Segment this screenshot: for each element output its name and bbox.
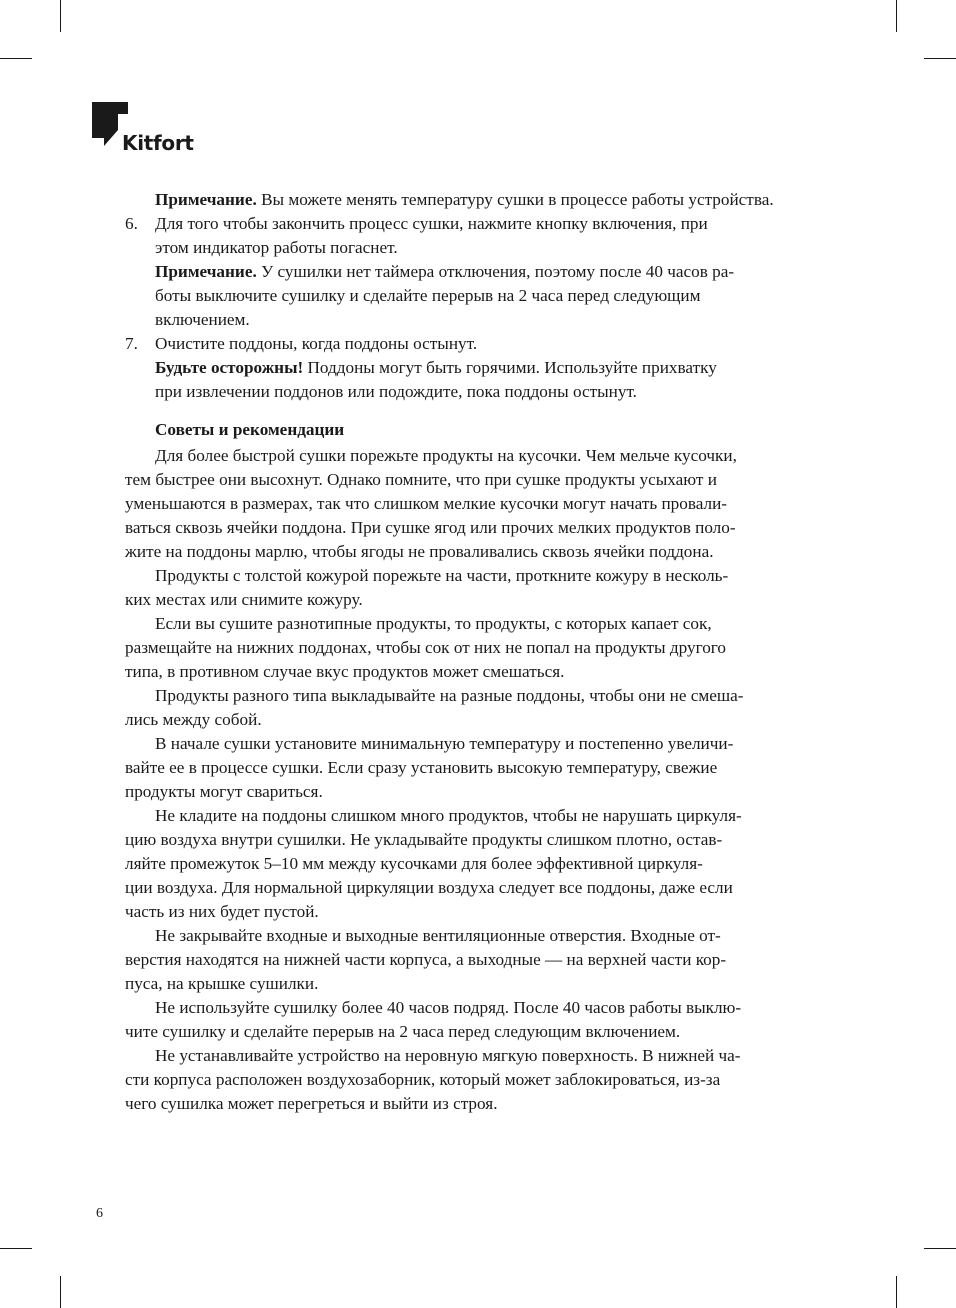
paragraph-line: ких местах или снимите кожуру. [125,590,363,609]
paragraph-line: В начале сушки установите минимальную температуру и постепенно увеличи- [155,734,734,753]
paragraph-line: чего сушилка может перегреться и выйти из строя. [125,1094,498,1113]
item-number: 6. [125,214,138,233]
paragraph-line: цию воздуха внутри сушилки. Не укладывайте продукты слишком плотно, остав- [125,830,723,849]
paragraph [125,444,837,564]
list-item-6: 6. Для того чтобы закончить процесс сушки, нажмите кнопку включения, при этом индикатор работы погаснет. Примечание. У сушилки нет таймера отключения, поэтому после 40 часов ра- боты выключите сушилку и сделайте перерыв на 2 часа перед следующим включением. [125,214,735,329]
crop-mark [896,0,897,32]
brand-name: Kitfort [122,131,194,155]
paragraph-line: ции воздуха. Для нормальной циркуляции воздуха следует все поддоны, даже если [125,878,733,897]
paragraph-line: размещайте на нижних поддонах, чтобы сок от них не попал на продукты другого [125,638,727,657]
paragraph-line: Не используйте сушилку более 40 часов подряд. После 40 часов работы выклю- [155,998,742,1017]
paragraph-line: жите на поддоны марлю, чтобы ягоды не проваливались сквозь ячейки поддона. [125,542,714,561]
paragraph-line: ляйте промежуток 5–10 мм между кусочками для более эффективной циркуля- [125,854,703,873]
section-heading: Советы и рекомендации [155,420,345,439]
item-number: 7. [125,334,138,353]
paragraph-line: ваться сквозь ячейки поддона. При сушке ягод или прочих мелких продуктов поло- [125,518,736,537]
paragraph-line: Не закрывайте входные и выходные вентиляционные отверстия. Входные от- [155,926,721,945]
paragraph-line: продукты могут свариться. [125,782,323,801]
list-item-7: 7. Очистите поддоны, когда поддоны остынут. Будьте осторожны! Поддоны могут быть горячими. Используйте прихватку при извлечении поддонов или подождите, пока поддоны остынут. [125,334,717,401]
paragraph [125,732,837,804]
paragraph-line: Для более быстрой сушки порежьте продукты на кусочки. Чем мельче кусочки, [155,446,737,465]
paragraph-line: вайте ее в процессе сушки. Если сразу установить высокую температуру, свежие [125,758,718,777]
paragraph-line: пуса, на крышке сушилки. [125,974,319,993]
page-number: 6 [96,1206,103,1221]
paragraph-line: сти корпуса расположен воздухозаборник, который может заблокироваться, из-за [125,1070,721,1089]
kitfort-logo [92,100,212,160]
paragraph [125,612,837,684]
paragraph [125,564,837,612]
paragraph-line: чите сушилку и сделайте перерыв на 2 часа перед следующим включением. [125,1022,681,1041]
paragraph-line: типа, в противном случае вкус продуктов может смешаться. [125,662,565,681]
paragraph-line: лись между собой. [125,710,262,729]
paragraph-line: уменьшаются в размерах, так что слишком мелкие кусочки могут начать провали- [125,494,728,513]
document-body [125,188,837,1116]
paragraph-line: Продукты разного типа выкладывайте на разные поддоны, чтобы они не смеша- [155,686,744,705]
crop-mark [0,58,32,59]
paragraph [125,1044,837,1116]
paragraph-line: Продукты с толстой кожурой порежьте на части, проткните кожуру в несколь- [155,566,729,585]
crop-mark [60,0,61,32]
crop-mark [0,1248,32,1249]
crop-mark [924,58,956,59]
paragraph [125,996,837,1044]
warning-label: Будьте осторожны! [155,358,304,377]
paragraph-line: верстия находятся на нижней части корпуса, а выходные — на верхней части кор- [125,950,727,969]
note-line: Примечание. Вы можете менять температуру сушки в процессе работы устройства. [155,190,774,209]
paragraph [125,684,837,732]
paragraph-line: часть из них будет пустой. [125,902,319,921]
paragraph [125,924,837,996]
crop-mark [60,1276,61,1308]
paragraph-line: Не устанавливайте устройство на неровную мягкую поверхность. В нижней ча- [155,1046,741,1065]
crop-mark [924,1248,956,1249]
tips-paragraphs [125,444,837,1116]
paragraph-line: Если вы сушите разнотипные продукты, то продукты, с которых капает сок, [155,614,712,633]
note-label: Примечание. [155,190,257,209]
paragraph [125,804,837,924]
note-label: Примечание. [155,262,257,281]
paragraph-line: Не кладите на поддоны слишком много продуктов, чтобы не нарушать циркуля- [155,806,742,825]
paragraph-line: тем быстрее они высохнут. Однако помните, что при сушке продукты усыхают и [125,470,717,489]
crop-mark [896,1276,897,1308]
